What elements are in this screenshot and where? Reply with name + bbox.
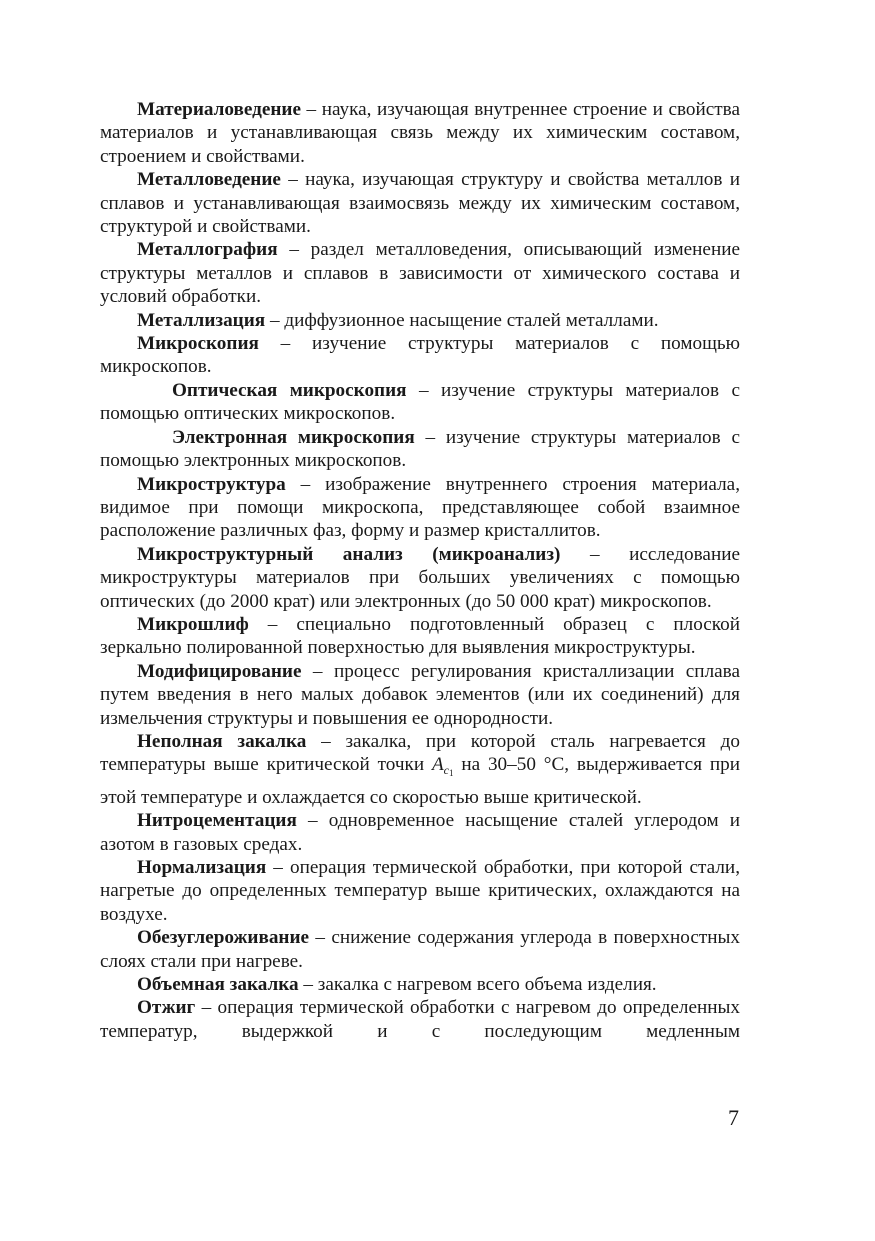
glossary-definition: изображение внутреннего строения материала, видимое при помощи микроскопа, представляющее собой взаимное расположение различных фаз, форму и размер кристаллитов. <box>100 473 740 542</box>
page-number: 7 <box>728 1105 739 1130</box>
glossary-definition: операция термической обработки, при которой стали, нагретые до определенных температур выше критических, охлаждаются на воздухе. <box>100 857 740 925</box>
glossary-definition: исследование микроструктуры материалов при больших увеличениях с помощью оптических (до 2000 крат) или электронных (до 50 000 крат) микроскопов. <box>100 543 740 612</box>
separator: – <box>414 426 446 448</box>
glossary-entry <box>100 926 740 973</box>
glossary-definition: одновременное насыщение сталей углеродом и азотом в газовых средах. <box>100 810 740 855</box>
glossary-entry <box>100 809 740 856</box>
math-subsubscript: 1 <box>449 768 454 779</box>
separator: – <box>560 543 630 565</box>
separator: – <box>280 169 306 191</box>
glossary-term: Микрошлиф <box>137 613 249 635</box>
glossary-entry <box>100 238 740 308</box>
math-symbol: A <box>431 754 444 776</box>
math-subscript <box>444 763 454 777</box>
glossary-term: Оптическая микроскопия <box>172 379 407 401</box>
glossary-entry <box>100 309 740 332</box>
separator: – <box>406 379 441 401</box>
glossary-entry <box>100 613 740 660</box>
glossary-definition: закалка с нагревом всего объема изделия. <box>317 974 657 996</box>
glossary-definition: операция термической обработки с нагревом до определенных температур, выдержкой и с последующим медленным <box>100 997 741 1042</box>
glossary-entry <box>100 332 740 379</box>
glossary-definition: раздел металловедения, описывающий изменение структуры металлов и сплавов в зависимости от химического состава и условий обработки. <box>100 239 740 308</box>
critical-point-symbol <box>431 754 454 779</box>
math-subscript-text: c <box>443 763 449 778</box>
glossary-entry <box>100 856 740 926</box>
glossary-entry <box>100 973 740 996</box>
separator: – <box>248 613 297 635</box>
separator: – <box>306 730 346 752</box>
glossary-subentry <box>100 379 740 426</box>
separator: – <box>298 974 318 996</box>
glossary-term: Обезуглероживание <box>137 927 310 949</box>
glossary-definition: диффузионное насыщение сталей металлами. <box>284 309 659 331</box>
separator: – <box>309 927 332 949</box>
glossary-term: Металловедение <box>137 169 281 191</box>
glossary-term: Металлизация <box>137 309 266 331</box>
separator: – <box>285 473 326 495</box>
separator: – <box>195 997 218 1019</box>
glossary-definition: изучение структуры материалов с помощью оптических микроскопов. <box>100 379 740 425</box>
separator: – <box>301 660 334 682</box>
glossary-term: Микроструктурный анализ (микроанализ) <box>137 543 561 565</box>
glossary-term: Микроскопия <box>137 333 259 355</box>
glossary-term: Отжиг <box>137 997 196 1019</box>
glossary-definition: наука, изучающая внутреннее строение и свойства материалов и устанавливающая связь между их химическим составом, строением и свойствами. <box>100 99 740 167</box>
glossary-definition: специально подготовленный образец с плоской зеркально полированной поверхностью для выявления микроструктуры. <box>100 613 740 659</box>
page-body <box>100 98 740 1043</box>
glossary-definition: снижение содержания углерода в поверхностных слоях стали при нагреве. <box>100 927 740 972</box>
glossary-entry <box>100 543 740 613</box>
glossary-term: Нормализация <box>137 857 267 878</box>
glossary-definition: закалка, при которой сталь нагревается до температуры выше критической точки <box>100 730 740 776</box>
glossary-entry <box>100 98 740 168</box>
glossary-term: Нитроцементация <box>137 810 297 832</box>
glossary-definition-continued: на 30–50 °С, выдерживается при этой температуре и охлаждается со скоростью выше критической. <box>100 754 740 808</box>
glossary-definition: изучение структуры материалов с помощью микроскопов. <box>100 333 740 378</box>
separator: – <box>258 333 313 355</box>
glossary-entry <box>100 473 740 543</box>
separator: – <box>265 309 285 331</box>
separator: – <box>296 810 329 832</box>
separator: – <box>266 857 290 878</box>
glossary-entry <box>100 168 740 238</box>
glossary-entry <box>100 996 740 1043</box>
glossary-entry <box>100 730 740 809</box>
glossary-term: Неполная закалка <box>137 730 307 752</box>
glossary-term: Металлография <box>137 239 278 261</box>
separator: – <box>301 99 322 120</box>
glossary-term: Объемная закалка <box>137 974 299 996</box>
glossary-definition: процесс регулирования кристаллизации сплава путем введения в него малых добавок элементов (или их соединений) для измельчения структуры и повышения ее однородности. <box>100 660 740 729</box>
glossary-term: Микроструктура <box>137 473 286 495</box>
glossary-term: Материаловедение <box>137 99 301 120</box>
glossary-definition: наука, изучающая структуру и свойства металлов и сплавов и устанавливающая взаимосвязь между их химическим составом, структурой и свойствами. <box>100 169 740 238</box>
glossary-subentry <box>100 426 740 473</box>
glossary-entry <box>100 660 740 730</box>
separator: – <box>277 239 311 261</box>
glossary-term: Модифицирование <box>137 660 302 682</box>
glossary-definition: изучение структуры материалов с помощью электронных микроскопов. <box>100 426 740 472</box>
glossary-term: Электронная микроскопия <box>172 426 415 448</box>
